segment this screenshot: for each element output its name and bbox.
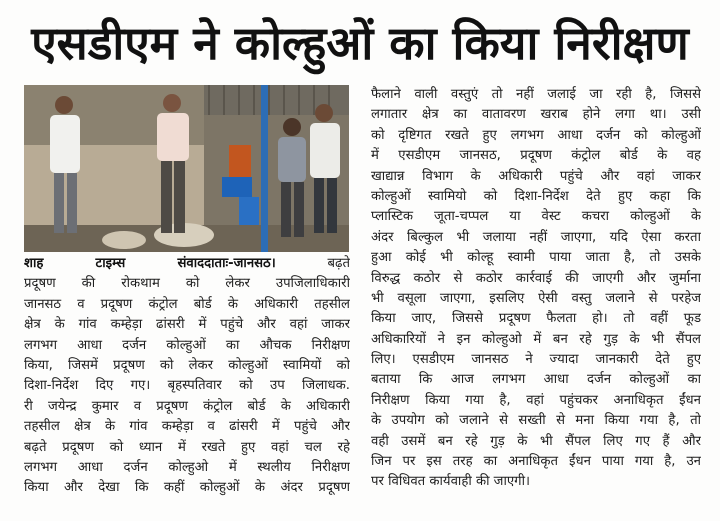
article-line: फैलाने वाली वस्तुएं तो नहीं जलाई जा रही है, जिससे (371, 87, 701, 102)
article-column-right (371, 85, 701, 493)
article-line (24, 254, 350, 274)
article-line: दिशा-निर्देश दिए गए। बृहस्पतिवार को उप जिलाधक. (24, 378, 350, 394)
article-line: पर विधिवत कार्यवाही की जाएगी। (371, 474, 531, 490)
article-line: बताया कि आज लगभग आधा दर्जन कोल्हुओं का (371, 372, 701, 388)
article-line: किया और देखा कि कहीं कोल्हुओं के अंदर प्रदूषण (24, 480, 350, 496)
article-line: री जयेन्द्र कुमार व प्रदूषण कंट्रोल बोर्ड के अधिकारी (24, 398, 350, 414)
article-line: खाद्यान्न विभाग के अधिकारी पहुंचे और वहां जाकर (371, 168, 701, 184)
article-line: किया जाए, जिससे प्रदूषण फैलता हो। तो वहीं फूड (371, 311, 701, 327)
article-line: हुआ कोई भी कोल्हू स्वामी पाया जाता है, तो उसके (371, 250, 701, 266)
article-line: अंदर बिल्कुल भी जलाया नहीं जाएगा, यदि ऐसा करता (371, 229, 701, 245)
article-column-left (24, 254, 350, 499)
article-line: तहसील क्षेत्र के गांव कम्हेड़ा व ढांसरी में पहुंचे और (24, 419, 350, 435)
article-line: बढ़ते प्रदूषण को ध्यान में रखते हुए वहां चल रहे (24, 439, 350, 455)
article-line: प्रदूषण की रोकथाम को लेकर उपजिलाधिकारी (24, 276, 350, 292)
article-line: कोल्हुओं स्वामियो को दिशा-निर्देश देते हुए कहा कि (371, 188, 701, 204)
article-line: निरीक्षण किया गया है, वहां पहुंचकर अनाधिकृत ईंधन (371, 392, 701, 408)
news-photo (24, 85, 349, 252)
headline: एसडीएम ने कोल्हुओं का किया निरीक्षण (31, 16, 689, 70)
article-line: लिए। एसडीएम जानसठ ने ज्यादा जानकारी देते हुए (371, 352, 701, 368)
article-line-text: बढ़ते (327, 256, 350, 271)
photo-scene-icon (24, 85, 349, 252)
article-line: अधिकारियों ने इन कोल्हुओ में बन रहे गुड़ के भी सैंपल (371, 331, 701, 347)
article-line: लगातार क्षेत्र का वातावरण खराब होने लगा था। उसी (371, 107, 701, 123)
article-line: विरुद्ध कठोर से कठोर कार्रवाई की जाएगी और जुर्माना (371, 270, 701, 286)
byline: शाह टाइम्स संवाददाताः-जानसठ। (24, 256, 276, 271)
article-line: जानसठ व प्रदूषण कंट्रोल बोर्ड के अधिकारी तहसील (24, 296, 350, 312)
article-line: जिन पर इस तरह का अनाधिकृत ईंधन पाया गया है, उन (371, 454, 701, 470)
article-line: क्षेत्र के गांव कम्हेड़ा ढांसरी में पहुंचे और वहां जाकर (24, 317, 350, 333)
article-line: में एसडीएम जानसठ, प्रदूषण कंट्रोल बोर्ड के वह (371, 148, 701, 164)
article-line: किया, जिसमें प्रदूषण को लेकर कोल्हुओं स्वामियों को (24, 357, 350, 373)
article-line: वही उसमें बन रहे गुड़ के भी सैंपल लिए गए हैं और (371, 433, 701, 449)
article-line: भी वसूला जाएगा, इसलिए ऐसी वस्तु जलाने से परहेज (371, 290, 701, 306)
article-line: के उपयोग को जलाने से सख्ती से मना किया गया है, तो (371, 413, 701, 429)
article-line: प्लास्टिक जूता-चप्पल या वेस्ट कचरा कोल्हुओं के (371, 209, 701, 225)
article-line: लगभग आधा दर्जन कोल्हुओ में स्थलीय निरीक्षण (24, 459, 350, 475)
article-line: को दृष्टिगत रखते हुए लगभग आधा दर्जन को कोल्हुओं (371, 127, 701, 143)
article-line: लगभग आधा दर्जन कोल्हुओं का औचक निरीक्षण (24, 337, 350, 353)
